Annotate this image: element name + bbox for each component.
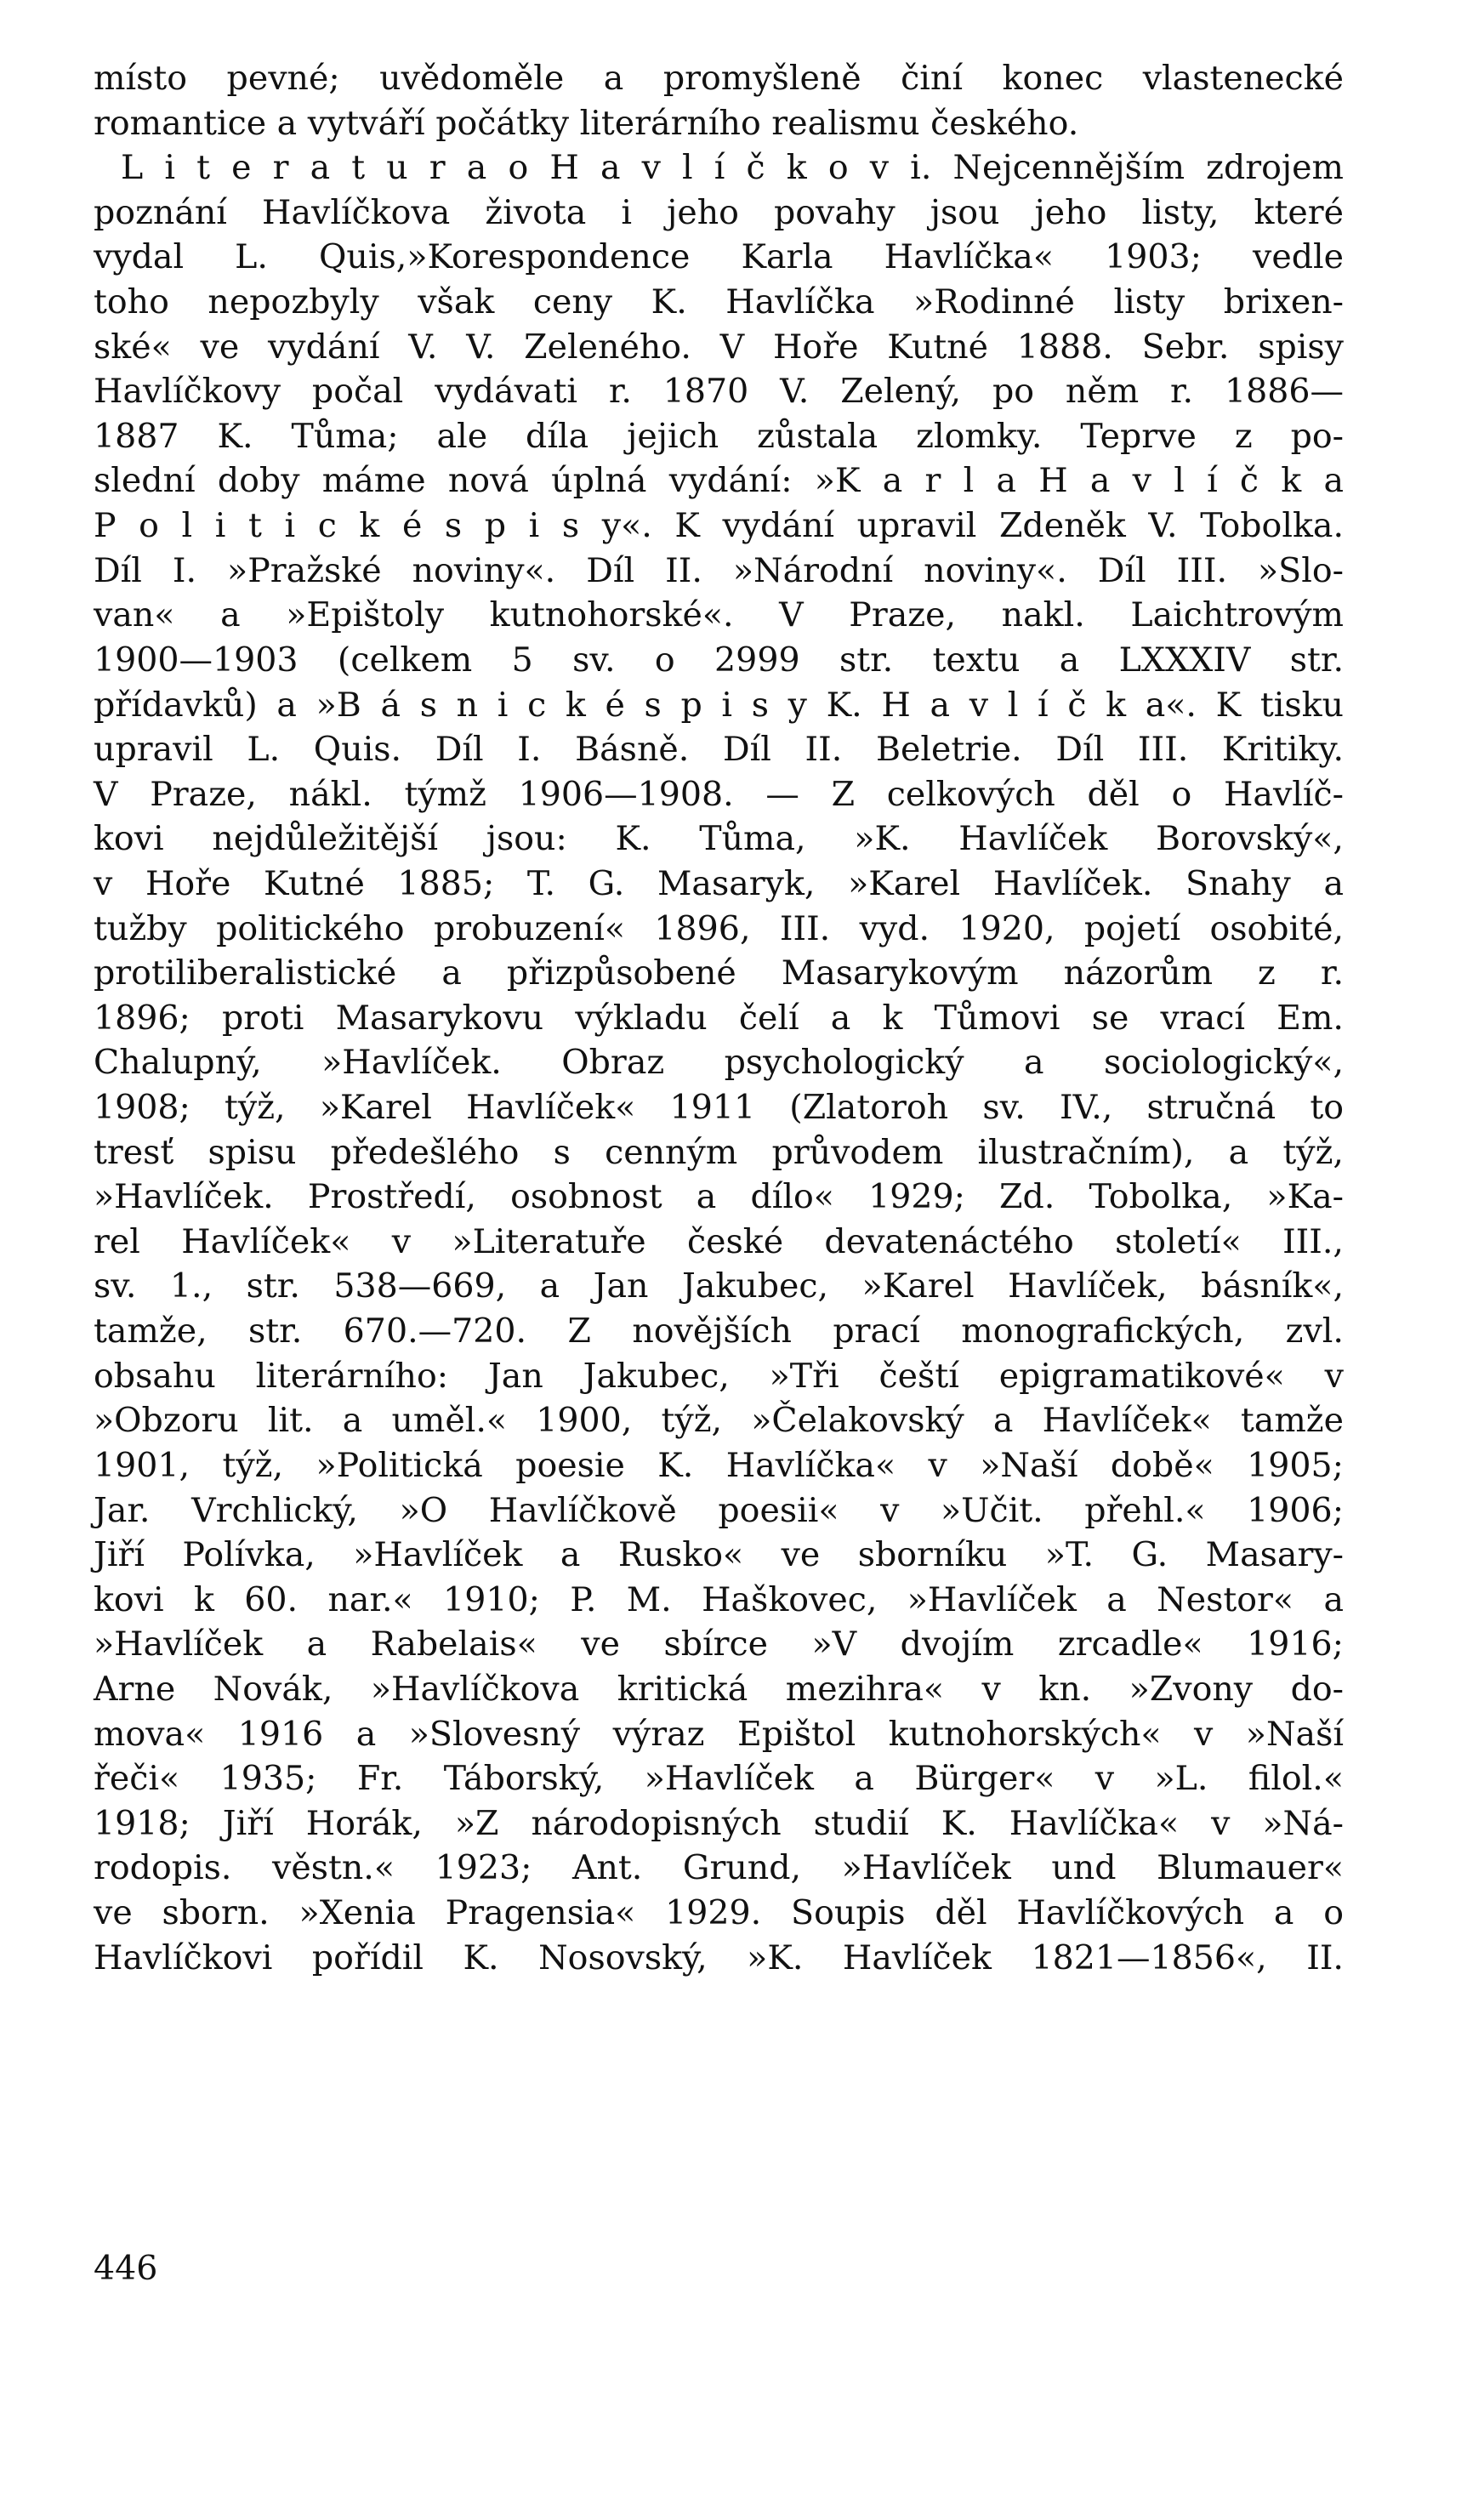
text-line: V Praze, nákl. týmž 1906—1908. — Z celkových děl o Havlíč- <box>94 774 1344 814</box>
text-line: vydal L. Quis,»Korespondence Karla Havlíčka« 1903; vedle <box>94 237 1344 277</box>
text-line: tresť spisu předešlého s cenným průvodem ilustračním), a týž, <box>94 1132 1344 1172</box>
text-line: toho nepozbyly však ceny K. Havlíčka »Rodinné listy brixen- <box>94 282 1344 322</box>
text-line: rodopis. věstn.« 1923; Ant. Grund, »Havlíček und Blumauer« <box>94 1848 1344 1888</box>
text-line: v Hoře Kutné 1885; T. G. Masaryk, »Karel Havlíček. Snahy a <box>94 863 1344 903</box>
text-line: 1918; Jiří Horák, »Z národopisných studií K. Havlíčka« v »Ná- <box>94 1803 1344 1843</box>
text-line: upravil L. Quis. Díl I. Básně. Díl II. Beletrie. Díl III. Kritiky. <box>94 730 1344 770</box>
text-line: »Havlíček a Rabelais« ve sbírce »V dvojím zrcadle« 1916; <box>94 1625 1344 1664</box>
text-line: přídavků) a »B á s n i c k é s p i s y K. H a v l í č k a«. K tisku <box>94 685 1344 725</box>
text-line: 1900—1903 (celkem 5 sv. o 2999 str. textu a LXXXIV str. <box>94 640 1344 680</box>
text-line: 1896; proti Masarykovu výkladu čelí a k Tůmovi se vrací Em. <box>94 998 1344 1038</box>
text-line: 1887 K. Tůma; ale díla jejich zůstala zlomky. Teprve z po- <box>94 416 1344 456</box>
text-line: Díl I. »Pražské noviny«. Díl II. »Národní noviny«. Díl III. »Slo- <box>94 550 1344 590</box>
text-line: rel Havlíček« v »Literatuře české devatenáctého století« III., <box>94 1221 1344 1261</box>
text-line: ské« ve vydání V. V. Zeleného. V Hoře Kutné 1888. Sebr. spisy <box>94 327 1344 367</box>
text-line: ve sborn. »Xenia Pragensia« 1929. Soupis děl Havlíčkových a o <box>94 1892 1344 1932</box>
text-line: Arne Novák, »Havlíčkova kritická mezihra« v kn. »Zvony do- <box>94 1669 1344 1709</box>
text-line: tamže, str. 670.—720. Z novějších prací monografických, zvl. <box>94 1312 1344 1351</box>
text-line: »Obzoru lit. a uměl.« 1900, týž, »Čelakovský a Havlíček« tamže <box>94 1401 1344 1441</box>
page-number: 446 <box>94 2249 158 2288</box>
text-line: poznání Havlíčkova života i jeho povahy jsou jeho listy, které <box>94 192 1344 232</box>
text-line: obsahu literárního: Jan Jakubec, »Tři čeští epigramatikové« v <box>94 1356 1344 1396</box>
text-line: kovi nejdůležitější jsou: K. Tůma, »K. Havlíček Borovský«, <box>94 819 1344 859</box>
text-line: Havlíčkovi pořídil K. Nosovský, »K. Havlíček 1821—1856«, II. <box>94 1937 1344 1977</box>
text-line: P o l i t i c k é s p i s y«. K vydání upravil Zdeněk V. Tobolka. <box>94 506 1344 546</box>
text-line: slední doby máme nová úplná vydání: »K a r l a H a v l í č k a <box>94 461 1344 501</box>
text-line: 1908; týž, »Karel Havlíček« 1911 (Zlatoroh sv. IV., stručná to <box>94 1088 1344 1128</box>
text-line: Jar. Vrchlický, »O Havlíčkově poesii« v »Učit. přehl.« 1906; <box>94 1490 1344 1530</box>
text-line: kovi k 60. nar.« 1910; P. M. Haškovec, »Havlíček a Nestor« a <box>94 1579 1344 1619</box>
text-line: místo pevné; uvědoměle a promyšleně činí konec vlastenecké <box>94 59 1344 98</box>
text-line: Jiří Polívka, »Havlíček a Rusko« ve sborníku »T. G. Masary- <box>94 1535 1344 1575</box>
section-heading-line: L i t e r a t u r a o H a v l í č k o v i. Nejcennějším zdrojem <box>121 148 1344 188</box>
text-line: Chalupný, »Havlíček. Obraz psychologický a sociologický«, <box>94 1043 1344 1083</box>
text-line: řeči« 1935; Fr. Táborský, »Havlíček a Bürger« v »L. filol.« <box>94 1759 1344 1799</box>
text-line: 1901, týž, »Politická poesie K. Havlíčka« v »Naší době« 1905; <box>94 1445 1344 1485</box>
text-line: »Havlíček. Prostředí, osobnost a dílo« 1929; Zd. Tobolka, »Ka- <box>94 1177 1344 1217</box>
text-line: tužby politického probuzení« 1896, III. vyd. 1920, pojetí osobité, <box>94 908 1344 948</box>
text-line: protiliberalistické a přizpůsobené Masarykovým názorům z r. <box>94 953 1344 993</box>
text-line: sv. 1., str. 538—669, a Jan Jakubec, »Karel Havlíček, básník«, <box>94 1266 1344 1306</box>
body-text <box>94 56 1344 1980</box>
text-line: Havlíčkovy počal vydávati r. 1870 V. Zelený, po něm r. 1886— <box>94 372 1344 412</box>
text-line: van« a »Epištoly kutnohorské«. V Praze, nakl. Laichtrovým <box>94 595 1344 635</box>
text-line: romantice a vytváří počátky literárního realismu českého. <box>94 103 1079 143</box>
text-line: mova« 1916 a »Slovesný výraz Epištol kutnohorských« v »Naší <box>94 1714 1344 1754</box>
